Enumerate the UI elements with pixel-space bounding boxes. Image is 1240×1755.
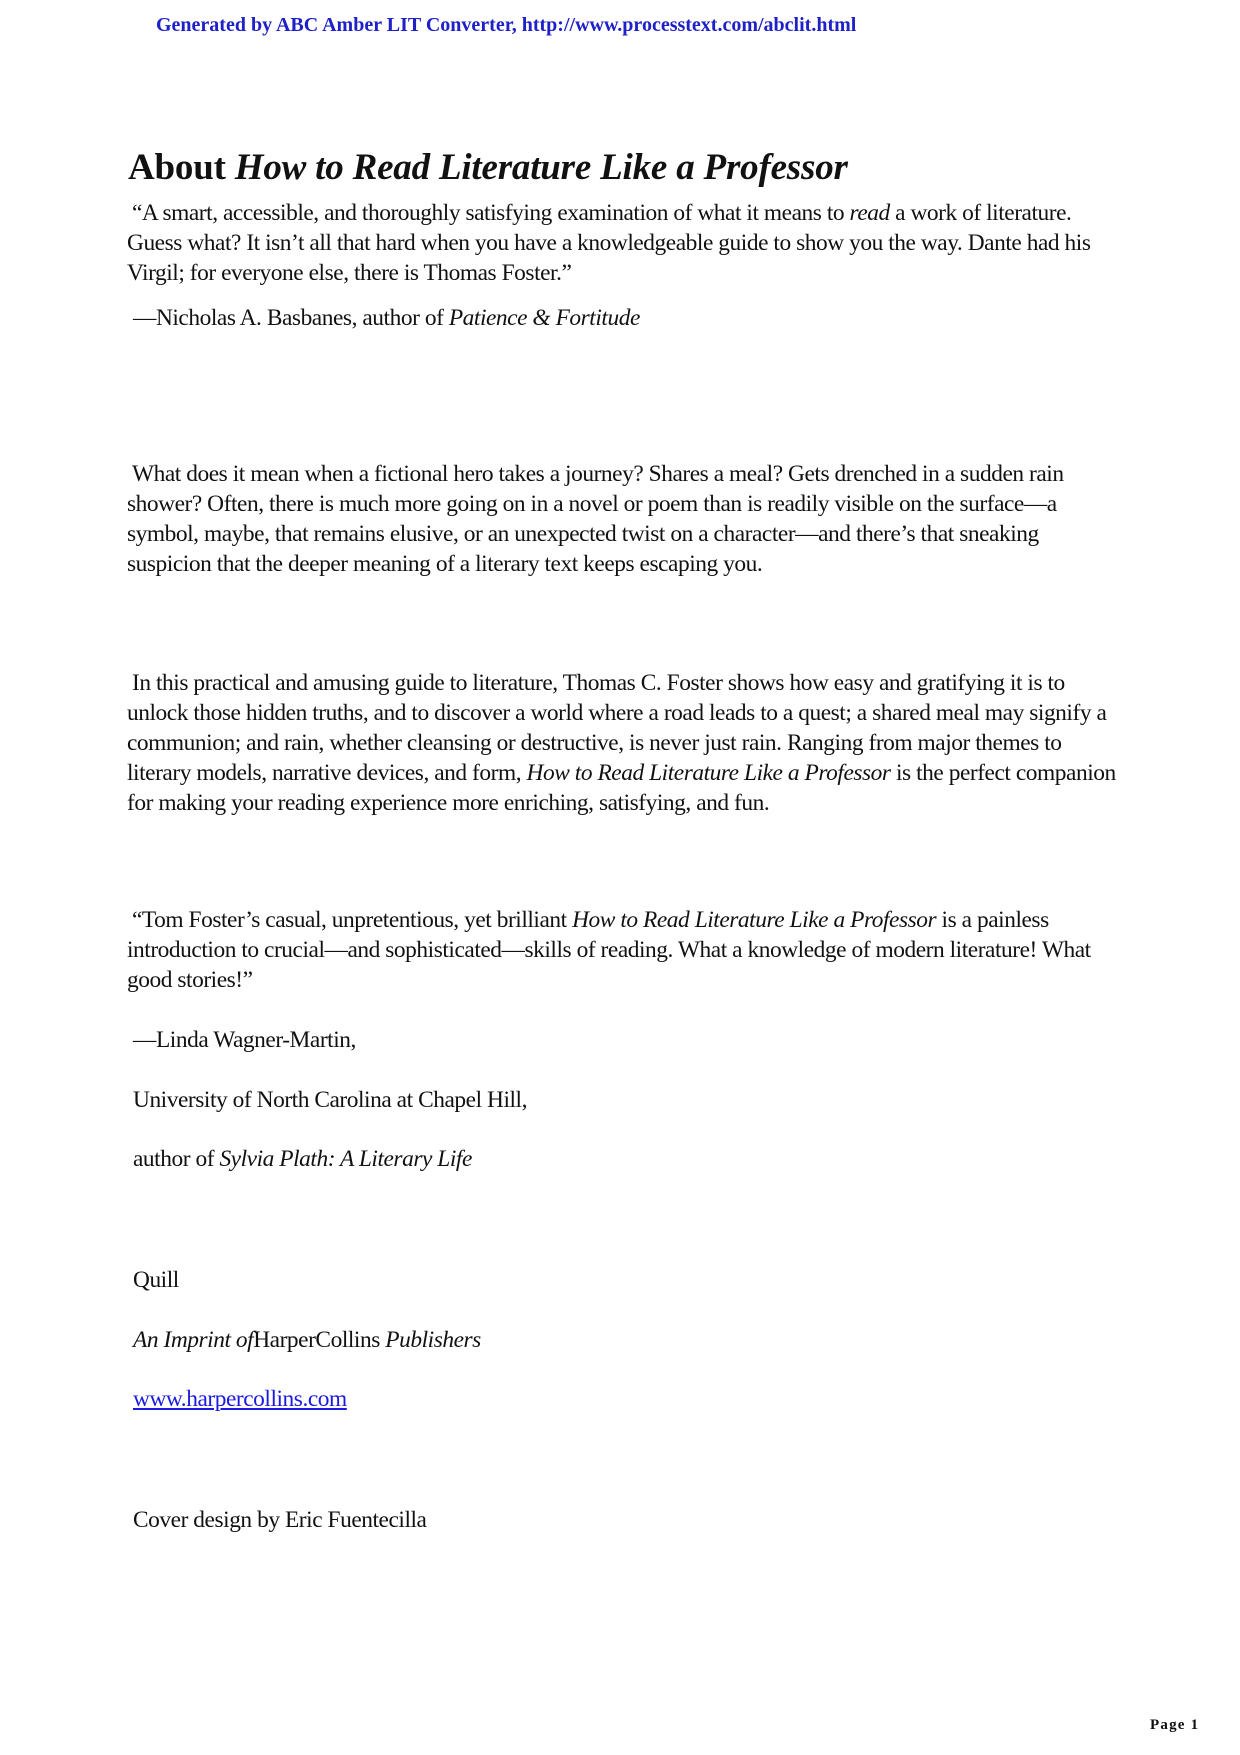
para2-text: What does it mean when a fictional hero takes a journey? Shares a meal? Gets drenched in a sudden rain shower? Often, there is much more going on in a novel or poem than is readily visible on the surface—a symbol, maybe, that remains elusive, or an unexpected twist on a character—and there’s that sneaking suspicion that the deeper meaning of a literary text keeps escaping you. xyxy=(127,461,1064,577)
publisher-url-line xyxy=(127,1384,347,1414)
title-book: How to Read Literature Like a Professor xyxy=(234,147,848,188)
publisher-line-em2: Publishers xyxy=(379,1327,481,1353)
author-of-book: Sylvia Plath: A Literary Life xyxy=(219,1146,472,1172)
blurb2-text-a: “Tom Foster’s casual, unpretentious, yet brilliant xyxy=(132,907,573,933)
blurb1-emphasis: read xyxy=(849,200,890,226)
description-paragraph-2 xyxy=(127,668,1127,818)
page-number: Page 1 xyxy=(1150,1717,1200,1733)
para3-text-a: In this practical and amusing guide to literature, Thomas C. Foster shows how easy and gratifying it is to unlock those hidden truths, and to discover a world where a road leads to a quest; a shared meal may signify a communion; and rain, whether cleansing or destructive, is never just rain. Ranging from major themes to literary models, narrative devices, and form, xyxy=(127,670,1107,786)
attribution1-text: —Nicholas A. Basbanes, author of xyxy=(133,305,449,331)
author-of-text: author of xyxy=(133,1146,220,1172)
title-prefix: About xyxy=(128,147,235,188)
para3-text-b: is the perfect companion for making your reading experience more enriching, satisfying, and fun. xyxy=(127,760,1116,816)
publisher-line xyxy=(133,1325,481,1355)
generator-link[interactable]: Generated by ABC Amber LIT Converter, http://www.processtext.com/abclit.html xyxy=(156,14,857,36)
description-paragraph-1 xyxy=(127,459,1127,579)
blurb-quote-2 xyxy=(127,905,1127,995)
attribution-1 xyxy=(133,303,640,333)
attribution-2-name: —Linda Wagner-Martin, xyxy=(133,1027,356,1053)
attribution-2-affiliation: University of North Carolina at Chapel Hill, xyxy=(133,1087,528,1113)
blurb2-text-b: is a painless introduction to crucial—and sophisticated—skills of reading. What a knowledge of modern literature! What good stories!” xyxy=(127,907,1091,993)
publisher-url-link[interactable]: www.harpercollins.com xyxy=(133,1386,347,1412)
para3-book: How to Read Literature Like a Professor xyxy=(526,760,891,786)
cover-credit: Cover design by Eric Fuentecilla xyxy=(133,1507,427,1533)
publisher-imprint: Quill xyxy=(133,1267,179,1293)
blurb-quote-1 xyxy=(127,198,1127,288)
attribution-2-author-of xyxy=(133,1144,472,1174)
publisher-name: HarperCollins xyxy=(253,1327,380,1353)
blurb2-book: How to Read Literature Like a Professor xyxy=(572,907,937,933)
attribution1-book: Patience & Fortitude xyxy=(448,305,640,331)
blurb1-text-b: a work of literature. Guess what? It isn’t all that hard when you have a knowledgeable guide to show you the way. Dante had his Virgil; for everyone else, there is Thomas Foster.” xyxy=(127,200,1091,286)
publisher-line-em1: An Imprint of xyxy=(133,1327,254,1353)
blurb1-text-a: “A smart, accessible, and thoroughly satisfying examination of what it means to xyxy=(132,200,850,226)
page-title xyxy=(128,146,848,189)
